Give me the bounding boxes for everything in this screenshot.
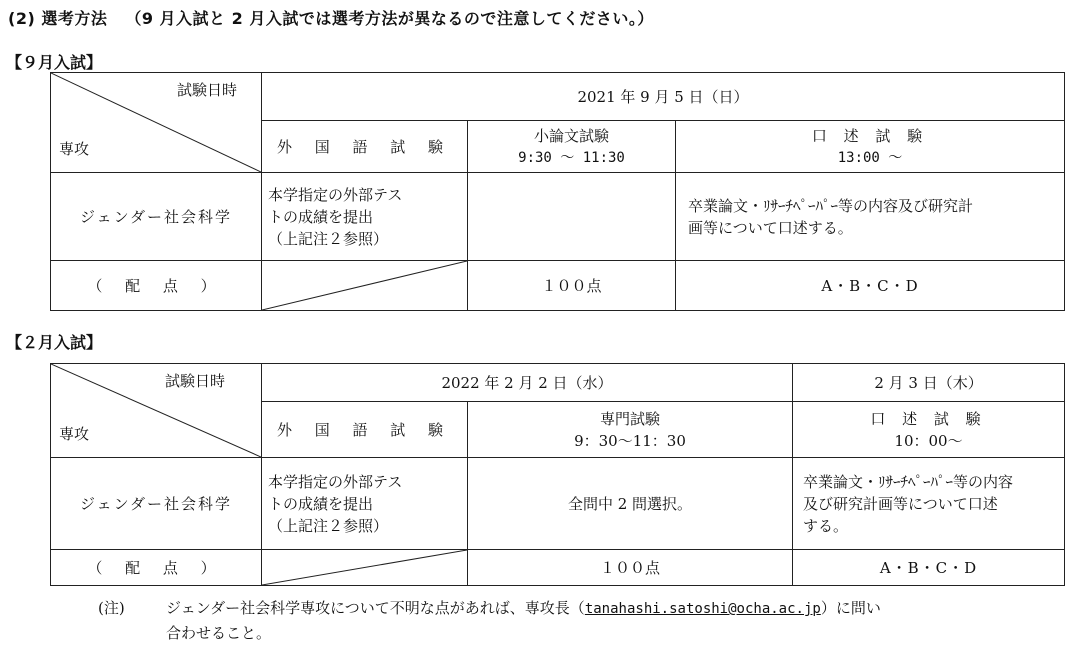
sept-essay-body [468,173,676,261]
contact-email-link[interactable]: tanahashi.satoshi@ocha.ac.jp [584,601,821,617]
corner-top-label: 試験日時 [164,372,225,390]
sept-points-empty [262,261,468,311]
corner-top-label: 試験日時 [176,81,237,99]
sept-table [50,72,1065,311]
sept-col-foreign: 外 国 語 試 験 [262,121,468,173]
feb-corner-cell [51,364,262,458]
diagonal-line [262,261,467,310]
oral-time: 13:00 ～ [837,149,903,166]
sept-points-oral: A・B・C・D [676,261,1065,311]
text-line: 卒業論文・ﾘｻｰﾁﾍﾟｰﾊﾟｰ等の内容 [803,472,1014,491]
sept-col-essay [468,121,676,173]
feb-oral-body [793,458,1065,550]
text-line: 本学指定の外部テス [268,185,403,204]
oral-title: 口 述 試 験 [870,409,987,428]
feb-col-foreign: 外 国 語 試 験 [262,402,468,458]
essay-title: 小論文試験 [533,126,609,145]
footnote-text-after: ）に問い [820,599,881,617]
feb-date2: 2 月 3 日（木） [793,364,1065,402]
feb-section-label: 【２月入試】 [6,333,103,352]
footnote-line2: 合わせること。 [166,624,272,642]
sept-col-oral [676,121,1065,173]
sept-points-label: （ 配 点 ） [51,261,262,311]
feb-points-empty [262,550,468,586]
sept-major: ジェンダー社会科学 [51,173,262,261]
sept-foreign-body [262,173,468,261]
feb-col-special [468,402,793,458]
text-line: （上記注２参照） [268,229,389,248]
text-line: 及び研究計画等について口述 [803,494,998,513]
oral-time: 10：00～ [894,431,963,450]
feb-table [50,363,1065,586]
feb-points-label: （ 配 点 ） [51,550,262,586]
sept-date: 2021 年 9 月 5 日（日） [262,73,1065,121]
corner-bottom-label: 専攻 [59,140,90,158]
text-line: トの成績を提出 [268,494,374,513]
feb-col-oral [793,402,1065,458]
feb-points-special: １００点 [468,550,793,586]
heading-note: （9 月入試と 2 月入試では選考方法が異なるので注意してください。） [125,9,654,28]
essay-time: 9:30 ～ 11:30 [518,149,625,166]
feb-major: ジェンダー社会科学 [51,458,262,550]
diagonal-line [262,550,467,585]
heading-title: (2) 選考方法 [8,9,108,28]
corner-bottom-label: 専攻 [59,425,90,443]
oral-title: 口 述 試 験 [811,126,929,145]
text-line: 画等について口述する。 [688,218,853,237]
text-line: トの成績を提出 [268,207,374,226]
feb-date1: 2022 年 2 月 2 日（水） [262,364,793,402]
feb-points-oral: A・B・C・D [793,550,1065,586]
sept-oral-body [676,173,1065,261]
sept-corner-cell [51,73,262,173]
feb-foreign-body [262,458,468,550]
feb-special-body: 全問中 2 問選択。 [468,458,793,550]
text-line: 本学指定の外部テス [268,472,403,491]
footnote-body [166,596,1066,645]
sept-points-essay: １００点 [468,261,676,311]
text-line: 卒業論文・ﾘｻｰﾁﾍﾟｰﾊﾟｰ等の内容及び研究計 [688,196,974,215]
text-line: する。 [803,516,849,535]
special-time: 9：30～11：30 [574,431,686,450]
text-line: （上記注２参照） [268,516,389,535]
sept-section-label: 【９月入試】 [6,53,103,72]
footnote-text-before: ジェンダー社会科学専攻について不明な点があれば、専攻長（ [166,599,585,617]
footnote-label: (注) [98,599,125,617]
special-title: 専門試験 [600,409,661,428]
section-heading [8,6,654,29]
